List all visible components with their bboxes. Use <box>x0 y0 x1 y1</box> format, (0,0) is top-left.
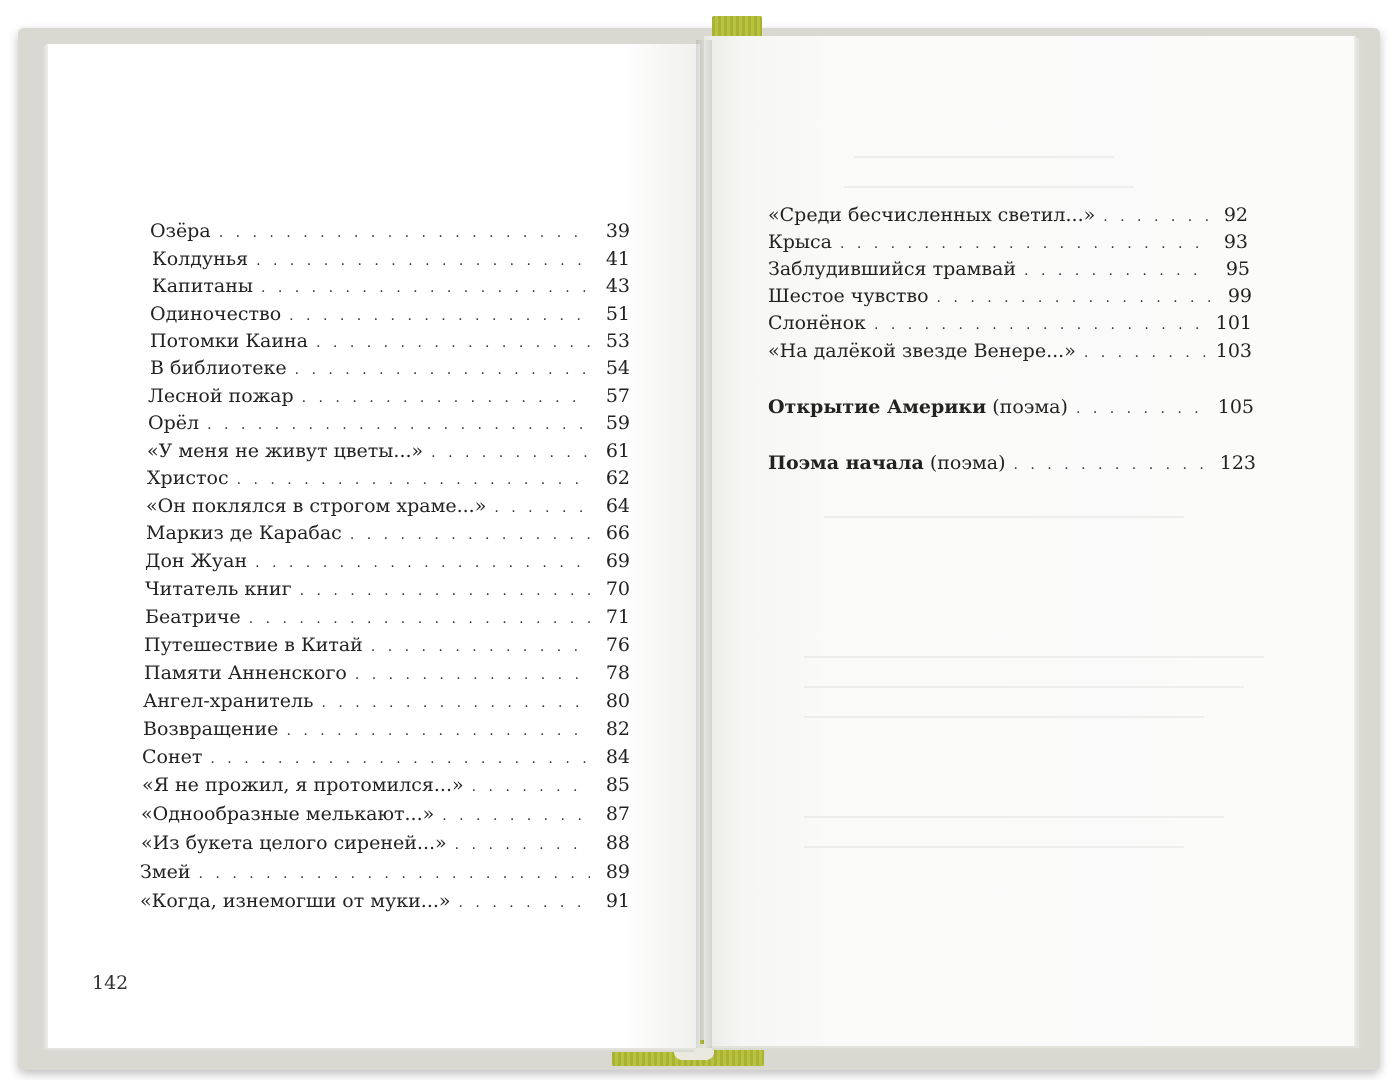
toc-leader-dots <box>1014 457 1210 473</box>
toc-entry-page: 82 <box>605 718 630 740</box>
toc-leader-dots <box>371 639 590 655</box>
toc-entry-page: 101 <box>1215 312 1252 334</box>
toc-entry <box>147 440 630 466</box>
toc-entry-page: 62 <box>605 467 630 489</box>
toc-leader-dots <box>249 611 590 627</box>
toc-entry-title: Одиночество <box>150 303 282 325</box>
toc-entry-page: 53 <box>605 330 630 352</box>
toc-leader-dots <box>1103 209 1208 225</box>
toc-entry-page: 85 <box>605 774 630 796</box>
toc-leader-dots <box>199 866 590 882</box>
toc-entry <box>141 803 630 829</box>
toc-entry-title: Заблудившийся трамвай <box>768 258 1017 280</box>
show-through-line <box>804 846 1184 848</box>
toc-leader-dots <box>261 280 590 296</box>
toc-leader-dots <box>355 667 590 683</box>
toc-entry <box>768 312 1252 338</box>
toc-entry-page: 57 <box>605 385 630 407</box>
toc-entry-page: 70 <box>605 578 630 600</box>
toc-entry-title: Шестое чувство <box>768 285 929 307</box>
toc-entry-title: «Среди бесчисленных светил...» <box>768 204 1096 226</box>
toc-leader-dots <box>431 445 590 461</box>
toc-entry <box>143 718 630 744</box>
toc-leader-dots <box>472 779 590 795</box>
toc-entry <box>150 330 630 356</box>
toc-entry <box>142 746 630 772</box>
toc-entry-title: Памяти Анненского <box>144 662 347 684</box>
toc-entry-title: Слонёнок <box>768 312 866 334</box>
toc-entry-page: 88 <box>605 832 630 854</box>
toc-entry-title: Дон Жуан <box>145 550 248 572</box>
toc-leader-dots <box>219 225 590 241</box>
show-through-line <box>804 816 1224 818</box>
toc-leader-dots <box>1024 263 1210 279</box>
toc-entry-title <box>768 396 1068 418</box>
toc-poem-entry <box>768 452 1256 478</box>
toc-entry-title: Ангел-хранитель <box>143 690 314 712</box>
toc-entry <box>768 285 1252 311</box>
toc-leader-dots <box>255 555 590 571</box>
toc-entry-title: «Из букета целого сиреней...» <box>141 832 447 854</box>
toc-leader-dots <box>316 335 590 351</box>
toc-entry-page: 92 <box>1223 204 1248 226</box>
toc-leader-dots <box>494 500 590 516</box>
toc-entry-title: Возвращение <box>143 718 279 740</box>
toc-entry <box>143 690 630 716</box>
show-through-line <box>854 156 1114 158</box>
toc-entry-title: Крыса <box>768 231 832 253</box>
toc-entry-page: 103 <box>1215 340 1252 362</box>
right-page <box>704 36 1354 1046</box>
toc-entry-page: 95 <box>1225 258 1250 280</box>
toc-entry-page: 43 <box>605 275 630 297</box>
toc-leader-dots <box>1076 401 1208 417</box>
toc-entry-title: Озёра <box>150 220 211 242</box>
toc-entry-page: 76 <box>605 634 630 656</box>
toc-entry-title: «На далёкой звезде Венере...» <box>768 340 1076 362</box>
toc-entry <box>150 303 630 329</box>
toc-entry-title: Лесной пожар <box>148 385 294 407</box>
toc-entry <box>146 495 630 521</box>
show-through-line <box>824 516 1184 518</box>
toc-entry-page: 66 <box>605 522 630 544</box>
toc-entry-page: 54 <box>605 357 630 379</box>
toc-entry-page: 71 <box>605 606 630 628</box>
toc-entry <box>147 467 630 493</box>
toc-entry-page: 59 <box>605 412 630 434</box>
toc-entry-title: Сонет <box>142 746 203 768</box>
toc-entry-page: 69 <box>605 550 630 572</box>
toc-entry-title: «Он поклялся в строгом храме...» <box>146 495 487 517</box>
toc-leader-dots <box>442 808 590 824</box>
toc-entry-title: Путешествие в Китай <box>144 634 363 656</box>
toc-leader-dots <box>302 390 590 406</box>
show-through-line <box>804 686 1244 688</box>
toc-leader-dots <box>256 253 590 269</box>
toc-entry-page: 80 <box>605 690 630 712</box>
toc-entry <box>145 606 630 632</box>
toc-leader-dots <box>874 317 1206 333</box>
toc-entry <box>152 248 630 274</box>
toc-entry-title: Змей <box>140 861 191 883</box>
toc-leader-dots <box>286 723 590 739</box>
toc-entry-title: Потомки Каина <box>150 330 309 352</box>
toc-entry-title: Маркиз де Карабас <box>146 522 342 544</box>
toc-leader-dots <box>840 236 1208 252</box>
toc-entry-page: 91 <box>605 890 630 912</box>
toc-entry-page: 93 <box>1223 231 1248 253</box>
toc-entry-page: 84 <box>605 746 630 768</box>
toc-leader-dots <box>237 472 590 488</box>
toc-entry-title <box>768 452 1006 474</box>
toc-entry-page: 105 <box>1217 396 1254 418</box>
toc-entry-page: 99 <box>1227 285 1252 307</box>
toc-entry <box>142 774 630 800</box>
toc-entry <box>145 550 630 576</box>
toc-entry-title: «Однообразные мелькают...» <box>141 803 435 825</box>
toc-entry-page: 89 <box>605 861 630 883</box>
show-through-line <box>804 656 1264 658</box>
toc-entry-title: «У меня не живут цветы...» <box>147 440 424 462</box>
toc-leader-dots <box>937 290 1212 306</box>
headband-top <box>712 16 762 38</box>
poem-title: Поэма начала <box>768 452 924 474</box>
toc-entry-title: В библиотеке <box>150 357 287 379</box>
toc-entry-page: 61 <box>605 440 630 462</box>
toc-leader-dots <box>321 695 590 711</box>
toc-entry-title: «Когда, изнемогши от муки...» <box>140 890 451 912</box>
toc-entry-page: 87 <box>605 803 630 825</box>
toc-entry-page: 64 <box>605 495 630 517</box>
toc-poem-entry <box>768 396 1254 422</box>
toc-entry <box>148 385 630 411</box>
toc-entry <box>144 634 630 660</box>
toc-entry-title: «Я не прожил, я протомился...» <box>142 774 464 796</box>
toc-entry <box>152 275 630 301</box>
page-number: 142 <box>92 972 129 994</box>
toc-entry-title: Христос <box>147 467 229 489</box>
toc-entry <box>148 412 630 438</box>
toc-entry <box>768 340 1252 366</box>
poem-title: Открытие Америки <box>768 396 987 418</box>
toc-entry <box>150 357 630 383</box>
toc-entry <box>768 231 1248 257</box>
toc-entry-title: Беатриче <box>145 606 241 628</box>
toc-entry <box>140 890 630 916</box>
toc-entry-title: Орёл <box>148 412 200 434</box>
toc-entry <box>145 578 630 604</box>
show-through-line <box>804 716 1204 718</box>
toc-leader-dots <box>289 308 590 324</box>
toc-leader-dots <box>295 362 590 378</box>
toc-entry-title: Капитаны <box>152 275 253 297</box>
toc-leader-dots <box>459 895 590 911</box>
toc-leader-dots <box>210 751 590 767</box>
show-through-line <box>844 186 1134 188</box>
poem-note: (поэма) <box>929 452 1006 474</box>
book-gutter <box>696 40 712 1048</box>
toc-entry <box>150 220 630 246</box>
poem-note: (поэма) <box>992 396 1068 418</box>
toc-entry <box>144 662 630 688</box>
toc-entry-page: 41 <box>605 248 630 270</box>
toc-entry-page: 78 <box>605 662 630 684</box>
toc-leader-dots <box>455 837 590 853</box>
toc-entry-page: 39 <box>605 220 630 242</box>
toc-entry <box>768 258 1250 284</box>
toc-entry <box>146 522 630 548</box>
toc-entry <box>140 861 630 887</box>
toc-entry <box>141 832 630 858</box>
toc-entry <box>768 204 1248 230</box>
toc-leader-dots <box>1084 345 1206 361</box>
toc-entry-page: 123 <box>1219 452 1256 474</box>
toc-entry-title: Колдунья <box>152 248 249 270</box>
toc-entry-page: 51 <box>605 303 630 325</box>
toc-leader-dots <box>350 527 590 543</box>
toc-entry-title: Читатель книг <box>145 578 292 600</box>
toc-leader-dots <box>207 417 590 433</box>
toc-leader-dots <box>300 583 590 599</box>
